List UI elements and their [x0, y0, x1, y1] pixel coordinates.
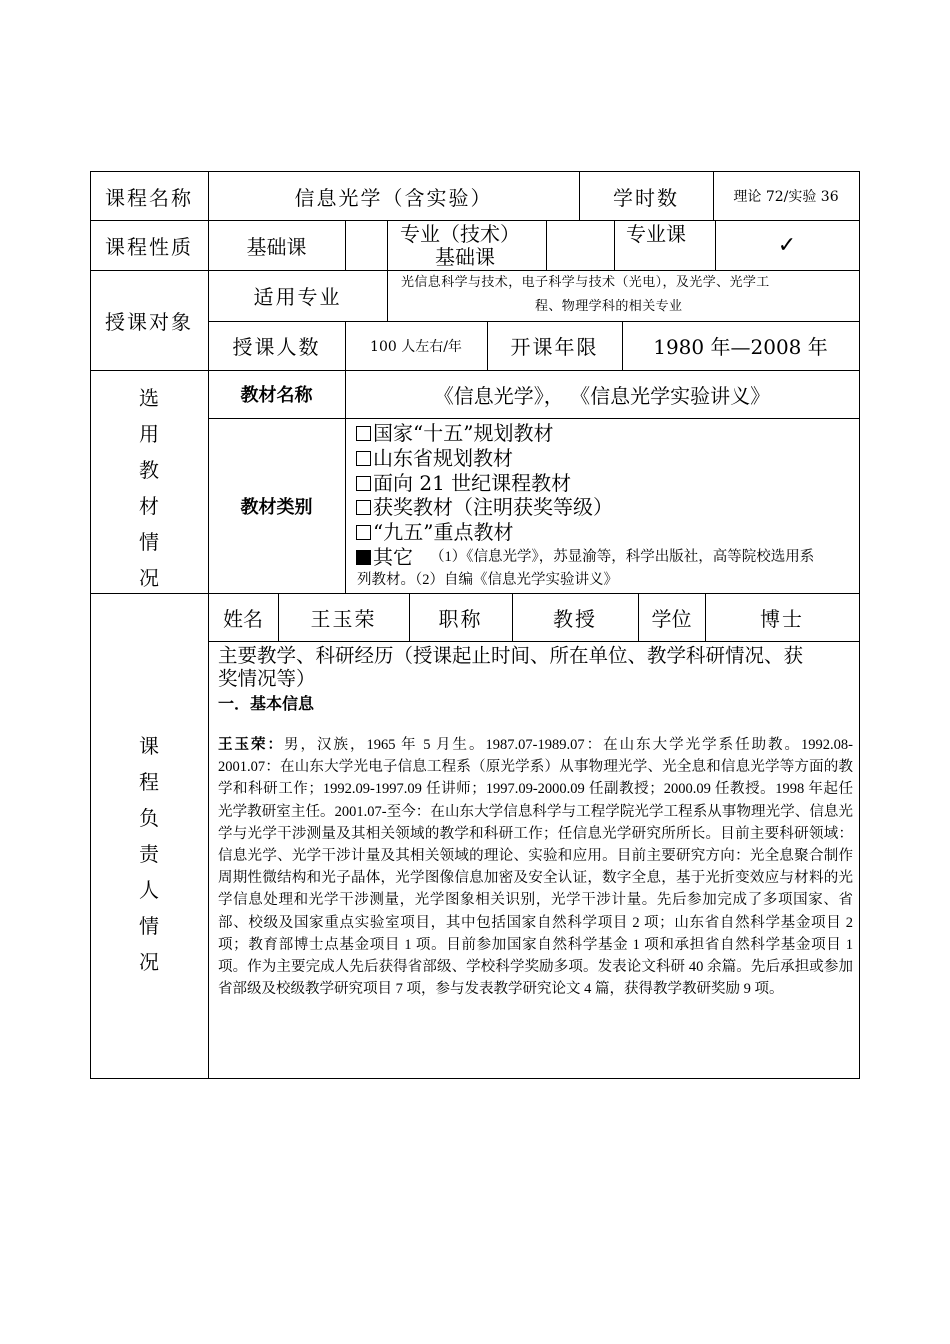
table-border-bottom	[90, 1078, 860, 1079]
audience-label: 授课对象	[105, 309, 193, 334]
hours-value: 理论 72/实验 36	[733, 189, 839, 205]
hours-label: 学时数	[613, 185, 679, 210]
course-name-value: 信息光学（含实验）	[294, 185, 493, 210]
col-divider	[387, 270, 388, 321]
textbook-option[interactable]: 山东省规划教材	[356, 448, 513, 468]
row-divider	[208, 641, 860, 642]
checkbox-icon	[356, 451, 371, 466]
years-value: 1980 年—2008 年	[653, 335, 828, 359]
leader-name-value: 王玉荣	[310, 606, 377, 631]
table-border-right	[859, 171, 860, 1079]
checkbox-icon	[356, 525, 371, 540]
nature-prof: 专业课	[626, 222, 686, 246]
count-label: 授课人数	[232, 335, 321, 359]
checkbox-icon	[356, 476, 371, 491]
checkbox-icon	[356, 500, 371, 515]
leader-title-label: 职称	[438, 606, 483, 631]
experience-heading-line1: 主要教学、科研经历（授课起止时间、所在单位、教学科研情况、获	[218, 644, 804, 667]
textbook-option[interactable]: 国家“十五”规划教材	[356, 423, 553, 443]
experience-heading-line2: 奖情况等）	[218, 667, 316, 690]
textbook-other-line1: （1）《信息光学》，苏显渝等，科学出版社，高等院校选用系	[430, 549, 815, 565]
textbook-name-label: 教材名称	[240, 385, 313, 406]
course-name-label: 课程名称	[105, 185, 193, 210]
textbook-option[interactable]: 面向 21 世纪课程教材	[356, 473, 571, 493]
checkbox-icon	[356, 426, 371, 441]
major-value-line1: 光信息科学与技术，电子科学与技术（光电），及光学、光学工	[401, 275, 770, 290]
basic-info-heading: 一．基本信息	[218, 694, 315, 713]
leader-degree-label: 学位	[651, 606, 692, 631]
col-divider	[345, 220, 346, 270]
bio-paragraph: 王玉荣：男，汉族，1965 年 5 月生。1987.07-1989.07：在山东大学光学系任助教。1992.08-2001.07：在山东大学光电子信息工程系（原光学系）从事物理光学、光全息和信息光学等方面的教学和科研工作；1992.09-1997.09 任讲师；1997.09-2000.09 任副教授；2000.09 任教授。1998 年起任光学教研室主任。2001.07-至今：在山东大学信息科学与工程学院光学工程系从事物理光学、信息光学与光学干涉测量及其相关领域的教学和科研工作；任信息光学研究所所长。目前主要科研领域：信息光学、光学干涉计量及其相关领域的理论、实验和应用。目前主要研究方向：光全息聚合制作周期性微结构和光子晶体，光学图像信息加密及安全认证，数字全息，基于光折变效应与材料的光学信息处理和光学干涉测量，光学图象相关识别，光学干涉计量。先后参加完成了多项国家、省部、校级及国家重点实验室项目，其中包括国家自然科学项目 2 项；山东省自然科学基金项目 2 项；教育部博士点基金项目 1 项。目前参加国家自然科学基金 1 项和承担省自然科学基金项目 1 项。作为主要完成人先后获得省部级、学校科学奖励多项。发表论文科研 40 余篇。先后承担或参加省部级及校级教学研究项目 7 项，参与发表教学研究论文 4 篇，获得教学教研奖励 9 项。	[218, 737, 854, 998]
leader-title-value: 教授	[553, 606, 597, 631]
leader-name-label: 姓名	[223, 606, 263, 631]
major-value-line2: 程、物理学科的相关专业	[535, 299, 683, 314]
textbook-section-label: 选 用 教 材 情 况	[139, 386, 159, 590]
nature-basic: 基础课	[246, 234, 307, 259]
nature-label: 课程性质	[105, 234, 193, 259]
leader-section-label: 课 程 负 责 人 情 况	[139, 734, 159, 974]
textbook-other-line2: 列教材。（2）自编《信息光学实验讲义》	[357, 572, 618, 588]
textbook-name-value: 《信息光学》， 《信息光学实验讲义》	[433, 383, 771, 408]
leader-degree-value: 博士	[760, 606, 804, 631]
textbook-type-label: 教材类别	[240, 496, 313, 518]
nature-prof-basic-line2: 基础课	[435, 245, 495, 269]
major-label: 适用专业	[253, 285, 342, 309]
textbook-option[interactable]: “九五”重点教材	[356, 522, 513, 542]
col-divider	[387, 220, 388, 270]
textbook-option-other[interactable]: 其它	[356, 547, 413, 567]
nature-prof-basic-line1: 专业（技术）	[400, 222, 520, 246]
checked-checkbox-icon	[356, 550, 371, 565]
check-mark-icon: ✓	[777, 232, 797, 258]
years-label: 开课年限	[510, 335, 599, 359]
textbook-option[interactable]: 获奖教材（注明获奖等级）	[356, 497, 613, 517]
col-divider	[614, 220, 615, 270]
col-divider	[546, 220, 547, 270]
count-value: 100 人左右/年	[370, 338, 462, 355]
